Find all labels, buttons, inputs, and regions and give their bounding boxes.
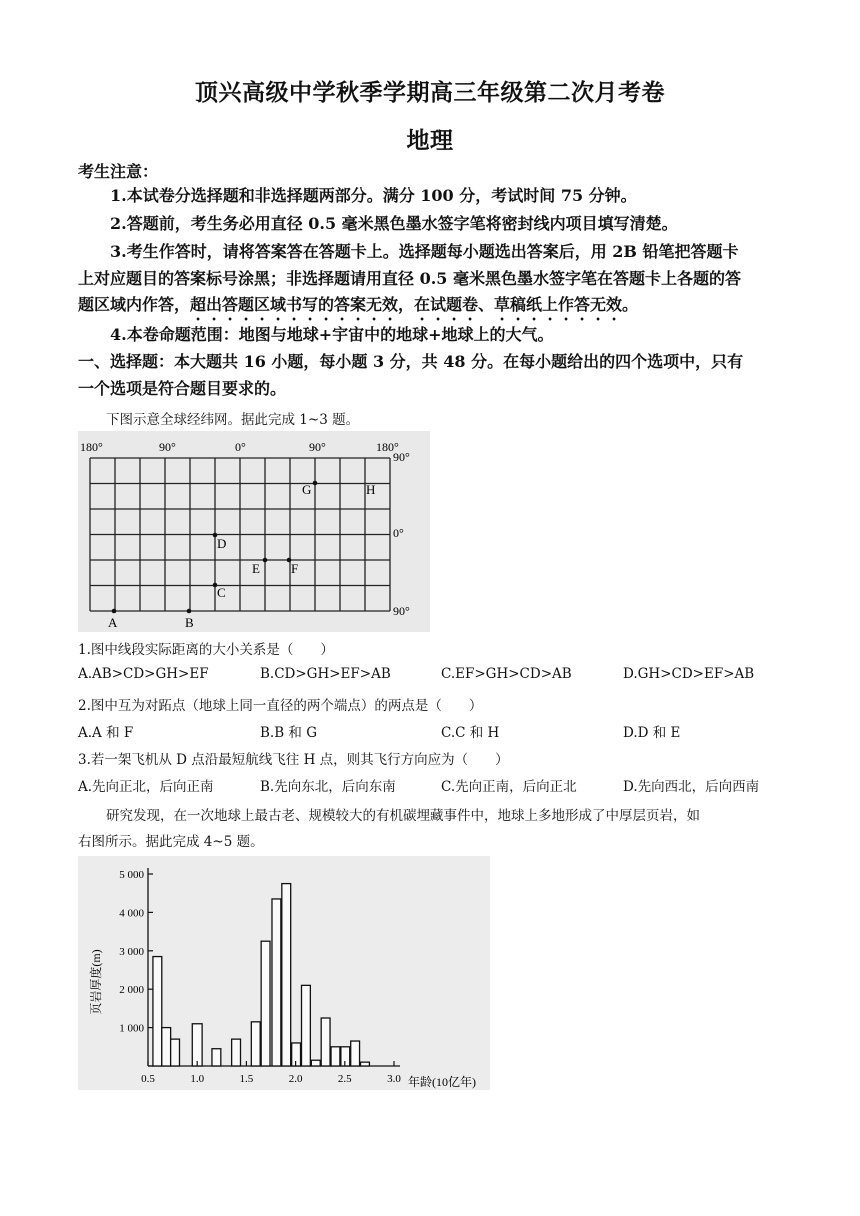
q3-option-c[interactable]: C.先向正南，后向正北: [441, 779, 577, 795]
x-tick-label: 1.5: [239, 1073, 254, 1085]
x-tick-label: 1.0: [190, 1073, 205, 1085]
top-label-180e: 180°: [376, 440, 399, 454]
notice-item-3-line-1: 3.考生作答时，请将答案答在答题卡上。选择题每小题选出答案后，用 2B 铅笔把答题卡: [110, 242, 739, 261]
graticule-figure: [78, 431, 430, 632]
chart-bar: [192, 1024, 202, 1066]
notice-item-3-line-2: 上对应题目的答案标号涂黑；非选择题请用直径 0.5 毫米黑色墨水签字笔在答题卡上各题的答: [78, 269, 741, 288]
chart-bar: [321, 1018, 330, 1066]
point-e-marker: [263, 558, 268, 563]
point-label-d: D: [217, 536, 227, 551]
y-tick-label: 2 000: [119, 984, 144, 997]
q2-option-b[interactable]: B.B 和 G: [260, 725, 317, 741]
point-b-marker: [187, 609, 192, 614]
point-label-b: B: [185, 615, 194, 630]
notice-item-1: 1.本试卷分选择题和非选择题两部分。满分 100 分，考试时间 75 分钟。: [110, 186, 637, 205]
chart-bar: [171, 1039, 180, 1066]
point-label-a: A: [108, 615, 118, 630]
point-g-marker: [313, 481, 318, 486]
q3-option-d[interactable]: D.先向西北，后向西南: [623, 779, 760, 795]
q2-option-a[interactable]: A.A 和 F: [78, 725, 134, 741]
q2-option-d[interactable]: D.D 和 E: [623, 725, 681, 741]
exam-title: 顶兴高级中学秋季学期高三年级第二次月考卷: [195, 79, 665, 106]
shale-chart-svg: [78, 856, 490, 1090]
notice-item-2: 2.答题前，考生务必用直径 0.5 毫米黑色墨水签字笔将密封线内项目填写清楚。: [110, 214, 678, 233]
q3-option-b[interactable]: B.先向东北，后向东南: [260, 779, 396, 795]
subject-title: 地理: [406, 127, 454, 154]
chart-bar: [272, 899, 281, 1066]
notice-item-3-line-3-start: 题区域内作答，: [78, 295, 191, 314]
chart-bar: [162, 1028, 171, 1066]
notice-item-4: 4.本卷命题范围：地图与地球+宇宙中的地球+地球上的大气。: [110, 325, 554, 344]
x-tick-label: 2.5: [337, 1073, 352, 1085]
intro-questions-4-5-line-2: 右图所示。据此完成 4~5 题。: [78, 834, 264, 850]
y-tick-label: 5 000: [119, 869, 144, 881]
chart-bar: [351, 1041, 360, 1066]
question-1-stem: 1.图中线段实际距离的大小关系是（ ）: [78, 642, 334, 658]
top-label-90w: 90°: [159, 440, 176, 454]
y-tick-label: 3 000: [119, 945, 144, 958]
point-label-c: C: [217, 585, 226, 600]
right-label-90s: 90°: [393, 604, 410, 618]
section-1-line-2: 一个选项是符合题目要求的。: [78, 379, 287, 398]
right-label-equator: 0°: [393, 526, 404, 540]
graticule-svg: [78, 431, 430, 632]
point-label-e: E: [252, 561, 260, 576]
x-tick-label: 2.0: [288, 1073, 303, 1085]
chart-bar: [302, 985, 311, 1066]
y-tick-label: 1 000: [119, 1022, 144, 1035]
notice-item-3-line-3: [78, 294, 638, 324]
chart-bar: [361, 1062, 370, 1066]
q1-option-a[interactable]: A.AB>CD>GH>EF: [78, 666, 209, 682]
point-label-g: G: [302, 482, 312, 497]
point-a-marker: [112, 609, 117, 614]
point-label-f: F: [291, 561, 299, 576]
shale-thickness-chart: [78, 856, 490, 1090]
q2-option-c[interactable]: C.C 和 H: [441, 725, 500, 741]
notice-emphasis-text: 超出答题区域书写的答案无效，在试题卷、草稿纸上作答无效: [190, 295, 623, 314]
chart-bar: [212, 1049, 221, 1066]
chart-bar: [311, 1060, 320, 1066]
chart-bar: [331, 1047, 340, 1066]
y-axis-label: 页岩厚度(m): [89, 949, 103, 1015]
top-label-180w: 180°: [80, 440, 103, 454]
x-tick-label: 3.0: [387, 1073, 401, 1085]
question-3-stem: 3.若一架飞机从 D 点沿最短航线飞往 H 点，则其飞行方向应为（ ）: [78, 752, 509, 768]
question-2-stem: 2.图中互为对跖点（地球上同一直径的两个端点）的两点是（ ）: [78, 698, 483, 714]
notice-item-3-line-3-end: 。: [622, 295, 639, 314]
top-label-90e: 90°: [309, 440, 326, 454]
q1-option-b[interactable]: B.CD>GH>EF>AB: [260, 666, 391, 682]
notice-heading: 考生注意：: [78, 162, 159, 181]
chart-bar: [153, 957, 162, 1066]
q1-option-d[interactable]: D.GH>CD>EF>AB: [623, 666, 755, 682]
chart-bar: [232, 1039, 241, 1066]
point-label-h: H: [366, 482, 376, 497]
x-axis-label: 年龄(10亿年): [408, 1075, 476, 1089]
y-tick-label: 4 000: [119, 907, 144, 920]
q1-option-c[interactable]: C.EF>GH>CD>AB: [441, 666, 572, 682]
chart-bar: [282, 884, 291, 1066]
chart-bar: [261, 941, 270, 1066]
x-tick-label: 0.5: [141, 1073, 155, 1085]
right-label-90n: 90°: [393, 450, 410, 464]
chart-bar: [251, 1022, 260, 1066]
q3-option-a[interactable]: A.先向正北，后向正南: [78, 779, 214, 795]
section-1-line-1: 一、选择题：本大题共 16 小题，每小题 3 分，共 48 分。在每小题给出的四个选项中，只有: [78, 352, 744, 371]
top-label-0: 0°: [235, 440, 246, 454]
intro-questions-4-5-line-1: 研究发现，在一次地球上最古老、规模较大的有机碳埋藏事件中，地球上多地形成了中厚层页岩，如: [106, 808, 700, 824]
intro-questions-1-3: 下图示意全球经纬网。据此完成 1~3 题。: [106, 412, 360, 428]
